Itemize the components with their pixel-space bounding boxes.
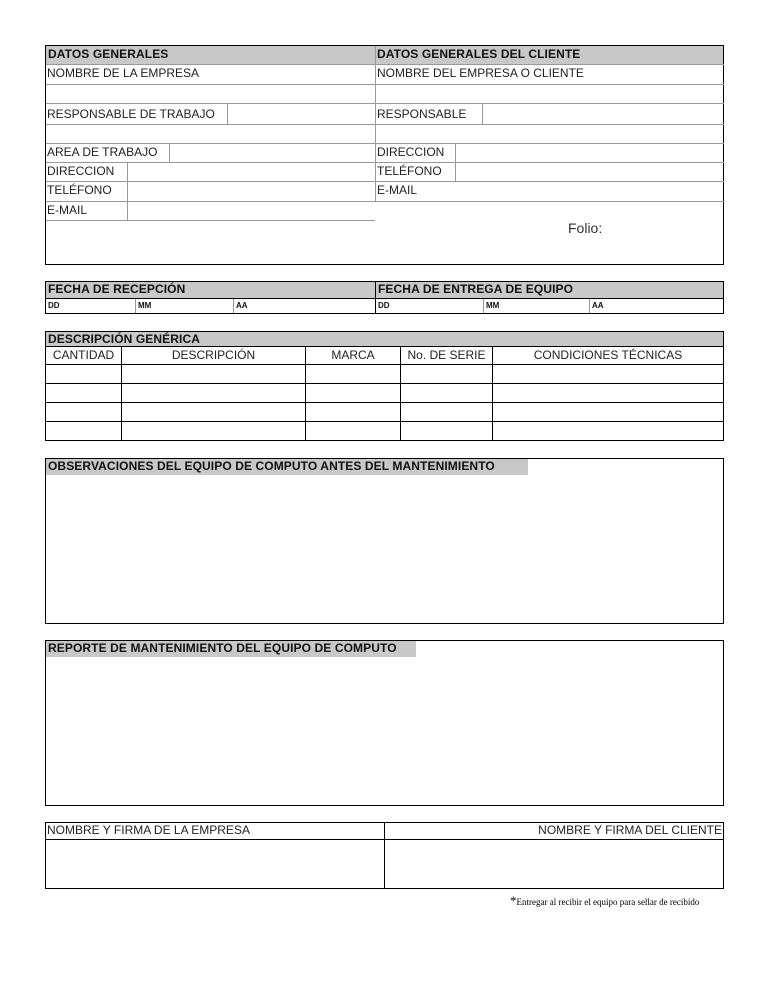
delivery-day-field[interactable]: DD (378, 301, 390, 310)
delivery-year-field[interactable]: AA (592, 301, 604, 310)
folio-label: Folio: (568, 220, 603, 236)
email-field[interactable] (128, 202, 374, 220)
client-email-label: E-MAIL (377, 183, 418, 197)
delivery-month-field[interactable]: MM (486, 301, 500, 310)
work-responsible-extra-field[interactable] (46, 125, 374, 143)
work-area-field[interactable] (170, 144, 374, 162)
delivery-date-header: FECHA DE ENTREGA DE EQUIPO (376, 282, 723, 298)
client-phone-field[interactable] (456, 163, 723, 181)
general-data-header: DATOS GENERALES (46, 46, 375, 64)
client-responsible-extra-field[interactable] (376, 125, 722, 143)
observations-header: OBSERVACIONES DEL EQUIPO DE COMPUTO ANTES DEL MANTENIMIENTO (46, 459, 528, 475)
report-header: REPORTE DE MANTENIMIENTO DEL EQUIPO DE COMPUTO (46, 641, 416, 657)
phone-field[interactable] (128, 182, 374, 201)
client-signature-label: NOMBRE Y FIRMA DEL CLIENTE (538, 823, 722, 837)
description-header: DESCRIPCIÓN GENÉRICA (46, 332, 723, 347)
table-row[interactable] (46, 365, 723, 383)
observations-textarea[interactable] (46, 476, 723, 623)
client-responsible-field[interactable] (483, 104, 723, 124)
table-row[interactable] (46, 384, 723, 402)
column-header-brand: MARCA (331, 348, 375, 362)
report-textarea[interactable] (46, 658, 723, 805)
client-name-field[interactable] (376, 85, 722, 103)
reception-day-field[interactable]: DD (48, 301, 60, 310)
work-area-label: AREA DE TRABAJO (47, 145, 158, 159)
table-row[interactable] (46, 422, 723, 440)
client-address-label: DIRECCION (377, 145, 445, 159)
client-phone-label: TELÉFONO (377, 164, 442, 178)
client-responsible-label: RESPONSABLE (377, 107, 467, 121)
work-responsible-field[interactable] (228, 104, 374, 124)
address-label: DIRECCION (47, 164, 115, 178)
row-line (46, 298, 724, 299)
footnote-text: Entregar al recibir el equipo para sellar de recibido (516, 897, 700, 907)
company-name-label: NOMBRE DE LA EMPRESA (47, 66, 200, 80)
company-signature-field[interactable] (46, 840, 383, 888)
phone-label: TELÉFONO (47, 183, 112, 197)
client-data-header: DATOS GENERALES DEL CLIENTE (375, 46, 723, 64)
reception-month-field[interactable]: MM (138, 301, 152, 310)
footnote-asterisk: * (510, 893, 517, 908)
client-name-label: NOMBRE DEL EMPRESA O CLIENTE (377, 66, 584, 80)
reception-date-header: FECHA DE RECEPCIÓN (46, 282, 375, 298)
column-header-conditions: CONDICIONES TÉCNICAS (533, 348, 683, 362)
work-responsible-label: RESPONSABLE DE TRABAJO (47, 107, 215, 121)
table-row[interactable] (46, 403, 723, 421)
column-header-serial: No. DE SERIE (407, 348, 486, 362)
row-line (46, 220, 375, 221)
client-address-field[interactable] (456, 144, 723, 162)
company-signature-label: NOMBRE Y FIRMA DE LA EMPRESA (47, 823, 250, 837)
reception-year-field[interactable]: AA (236, 301, 248, 310)
email-label: E-MAIL (47, 203, 88, 217)
footnote (510, 893, 699, 909)
column-header-quantity: CANTIDAD (52, 348, 115, 362)
column-header-description: DESCRIPCIÓN (171, 348, 256, 362)
client-signature-field[interactable] (385, 840, 723, 888)
company-name-field[interactable] (46, 85, 374, 103)
address-field[interactable] (128, 163, 374, 181)
